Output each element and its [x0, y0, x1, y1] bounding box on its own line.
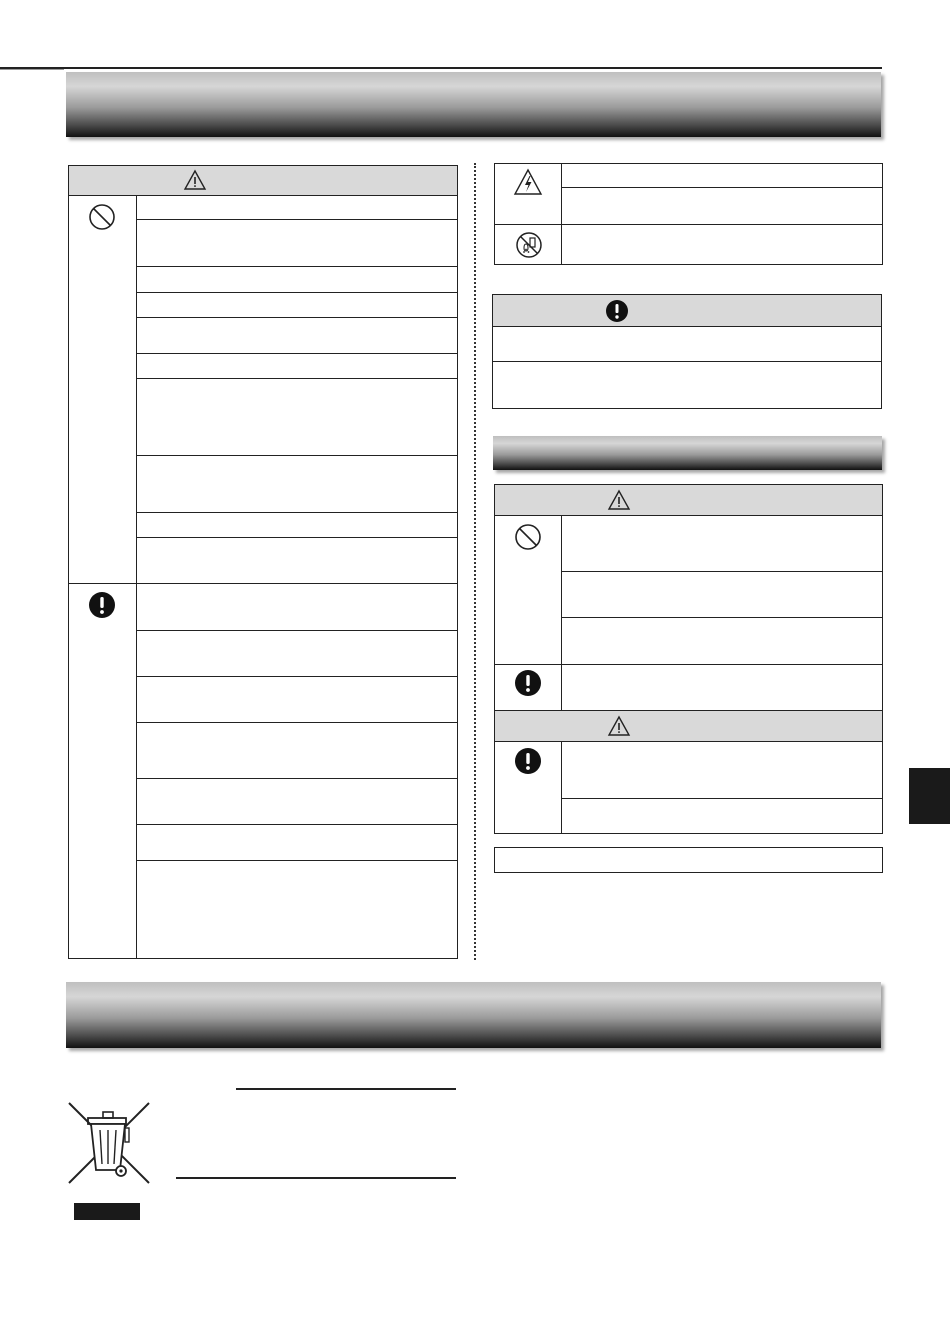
warning-triangle-icon	[607, 715, 631, 737]
table-group-divider	[494, 224, 883, 225]
table-row-divider	[492, 361, 882, 362]
warning-table-left	[68, 195, 458, 959]
caution-header-right	[494, 710, 883, 742]
table-row-divider	[561, 798, 883, 799]
prohibition-circle-icon	[514, 523, 542, 551]
page-side-tab	[909, 768, 950, 824]
top-rule	[0, 67, 882, 69]
warning-header-right	[494, 484, 883, 516]
table-row-divider	[136, 778, 458, 779]
disposal-label-bar	[74, 1203, 140, 1220]
section-banner-top	[66, 72, 881, 137]
warning-table-right	[494, 515, 883, 711]
warning-triangle-icon	[607, 489, 631, 511]
table-divider	[561, 163, 562, 265]
table-row-divider	[136, 378, 458, 379]
mandatory-header	[492, 294, 882, 327]
no-water-icon	[515, 231, 543, 259]
table-row-divider	[136, 860, 458, 861]
table-divider	[561, 515, 562, 711]
column-separator	[474, 163, 476, 960]
mandatory-exclamation-icon	[514, 747, 542, 775]
table-row-divider	[136, 219, 458, 220]
note-box	[494, 847, 883, 873]
mandatory-exclamation-icon	[514, 669, 542, 697]
mandatory-exclamation-icon	[605, 299, 629, 323]
electric-table	[494, 163, 883, 265]
section-banner-middle	[493, 436, 882, 470]
crossed-out-wheelie-bin-icon	[66, 1100, 152, 1186]
table-row-divider	[136, 676, 458, 677]
table-row-divider	[561, 187, 883, 188]
mandatory-exclamation-icon	[88, 591, 116, 619]
disposal-bottom-rule	[176, 1177, 456, 1179]
table-group-divider	[68, 583, 458, 584]
table-divider	[561, 741, 562, 834]
table-divider	[136, 195, 137, 959]
table-row-divider	[136, 512, 458, 513]
table-row-divider	[136, 630, 458, 631]
electric-shock-icon	[513, 168, 543, 196]
table-row-divider	[136, 266, 458, 267]
table-row-divider	[136, 824, 458, 825]
top-rule-left	[0, 69, 64, 70]
section-banner-bottom	[66, 982, 881, 1048]
prohibition-circle-icon	[88, 203, 116, 231]
warning-triangle-icon	[183, 169, 207, 191]
table-row-divider	[136, 317, 458, 318]
mandatory-table	[492, 326, 882, 409]
table-group-divider	[494, 664, 883, 665]
table-row-divider	[136, 455, 458, 456]
table-row-divider	[136, 353, 458, 354]
caution-table-right	[494, 741, 883, 834]
disposal-title-rule	[236, 1088, 456, 1090]
table-row-divider	[136, 722, 458, 723]
table-row-divider	[136, 292, 458, 293]
table-row-divider	[561, 571, 883, 572]
table-row-divider	[136, 537, 458, 538]
table-row-divider	[561, 617, 883, 618]
warning-header-left	[68, 165, 458, 196]
